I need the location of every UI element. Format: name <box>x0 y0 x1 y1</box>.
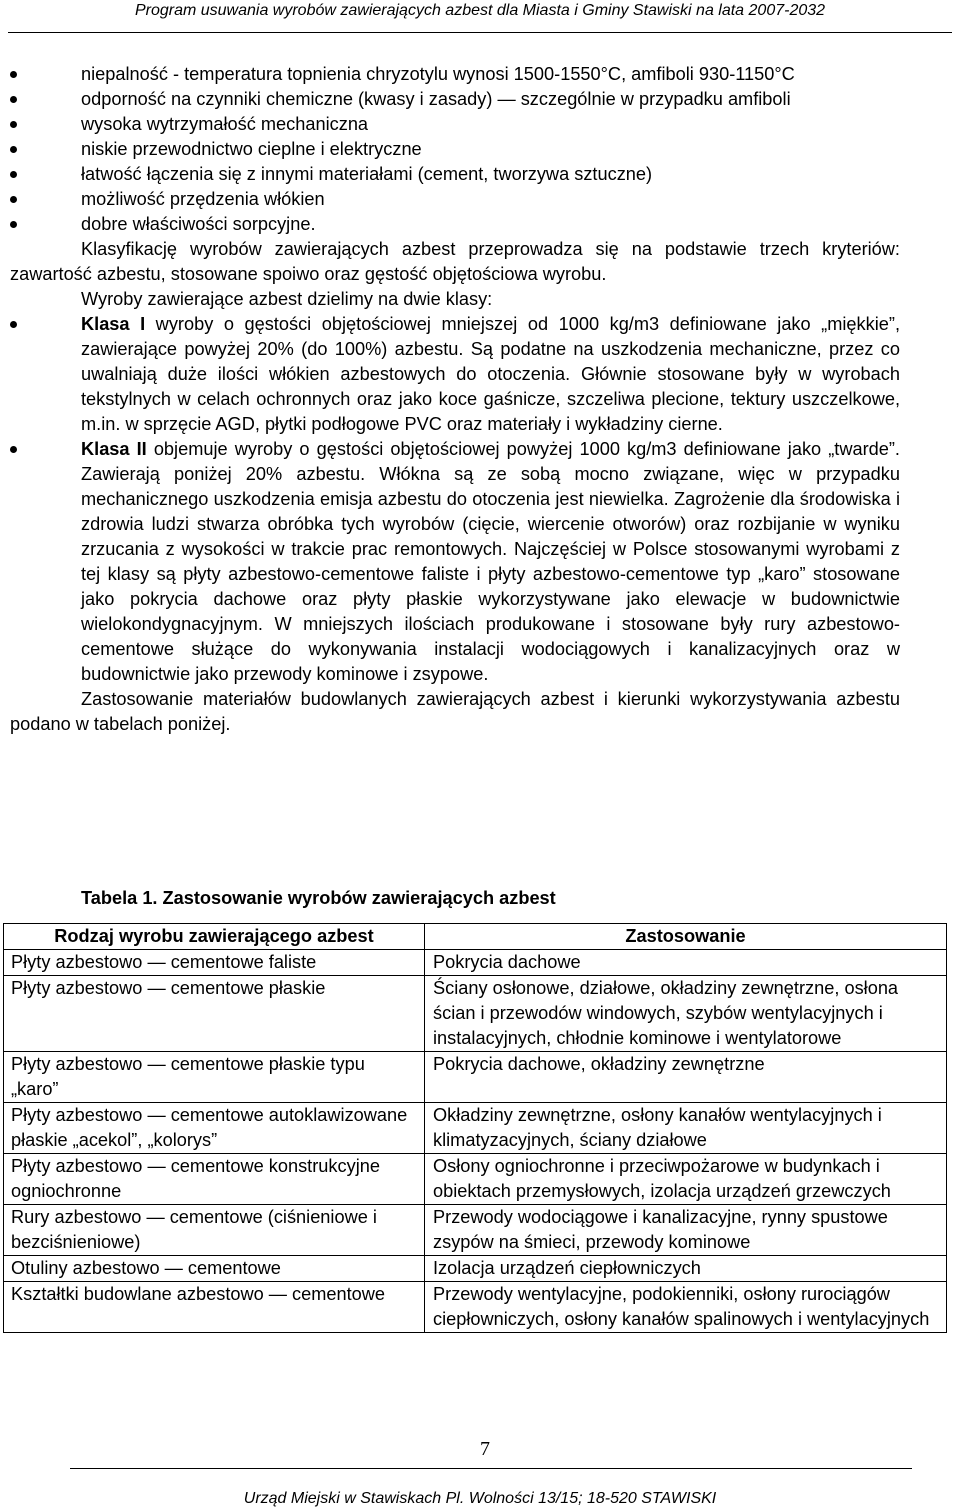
classes-intro: Wyroby zawierające azbest dzielimy na dwie klasy: <box>81 289 493 309</box>
table-cell: Płyty azbestowo — cementowe płaskie typu „karo” <box>4 1052 425 1103</box>
list-item: dobre właściwości sorpcyjne. <box>10 212 900 237</box>
document-body <box>10 62 900 737</box>
footer-text: Urząd Miejski w Stawiskach Pl. Wolności 13/15; 18-520 STAWISKI <box>243 1490 717 1507</box>
header-title: Program usuwania wyrobów zawierających azbest dla Miasta i Gminy Stawiski na lata 2007-2032 <box>134 2 826 19</box>
table-row <box>4 1103 947 1154</box>
footer-divider <box>70 1468 912 1469</box>
table-caption: Tabela 1. Zastosowanie wyrobów zawierających azbest <box>81 888 556 908</box>
table-cell: Pokrycia dachowe <box>425 950 947 976</box>
properties-list <box>10 62 900 237</box>
class-name: Klasa I <box>81 314 146 334</box>
list-item: niskie przewodnictwo cieplne i elektryczne <box>10 137 900 162</box>
class-item <box>10 437 900 687</box>
table-cell: Płyty azbestowo — cementowe konstrukcyjne ogniochronne <box>4 1154 425 1205</box>
table-row <box>4 976 947 1052</box>
table-cell: Izolacja urządzeń ciepłowniczych <box>425 1256 947 1282</box>
table-cell: Okładziny zewnętrzne, osłony kanałów wentylacyjnych i klimatyzacyjnych, ściany działowe <box>425 1103 947 1154</box>
table-row <box>4 1205 947 1256</box>
table-cell: Rury azbestowo — cementowe (ciśnieniowe i bezciśnieniowe) <box>4 1205 425 1256</box>
class-item <box>10 312 900 437</box>
classes-list <box>10 312 900 687</box>
class-name: Klasa II <box>81 439 147 459</box>
classification-paragraph: Klasyfikację wyrobów zawierających azbest przeprowadza się na podstawie trzech kryteriów: zawartość azbestu, stosowane spoiwo oraz gęstość objętościowa wyrobu. <box>10 239 900 284</box>
table-row <box>4 950 947 976</box>
usage-paragraph: Zastosowanie materiałów budowlanych zawierających azbest i kierunki wykorzystywania azbestu podano w tabelach poniżej. <box>10 689 900 734</box>
table-cell: Płyty azbestowo — cementowe płaskie <box>4 976 425 1052</box>
page-number: 7 <box>480 1438 490 1460</box>
table-cell: Płyty azbestowo — cementowe autoklawizowane płaskie „acekol”, „kolorys” <box>4 1103 425 1154</box>
table-row <box>4 1052 947 1103</box>
table-cell: Ściany osłonowe, działowe, okładziny zewnętrzne, osłona ścian i przewodów windowych, szybów wentylacyjnych i instalacyjnych, chłodnie kominowe i wentylatorowe <box>425 976 947 1052</box>
table-cell: Płyty azbestowo — cementowe faliste <box>4 950 425 976</box>
table-cell: Otuliny azbestowo — cementowe <box>4 1256 425 1282</box>
asbestos-products-table <box>3 923 947 1333</box>
table-cell: Przewody wentylacyjne, podokienniki, osłony rurociągów ciepłowniczych, osłony kanałów spalinowych i wentylacyjnych <box>425 1282 947 1333</box>
class-description: wyroby o gęstości objętościowej mniejszej od 1000 kg/m3 definiowane jako „miękkie”, zawierające powyżej 20% (do 100%) azbestu. Są podatne na uszkodzenia mechaniczne, przez co uwalniają duże ilości włókien azbestowych do otoczenia. Głównie stosowane były w wyrobach tekstylnych w celach ochronnych oraz jako koce gaśnicze, szczeliwa plecione, tektury uszczelkowe, m.in. w sprzęcie AGD, płytki podłogowe PVC oraz materiały i wykładziny cierne. <box>81 314 901 434</box>
table-cell: Osłony ogniochronne i przeciwpożarowe w budynkach i obiektach przemysłowych, izolacja urządzeń grzewczych <box>425 1154 947 1205</box>
column-header: Zastosowanie <box>425 924 947 950</box>
table-row <box>4 1282 947 1333</box>
list-item: wysoka wytrzymałość mechaniczna <box>10 112 900 137</box>
list-item: łatwość łączenia się z innymi materiałami (cement, tworzywa sztuczne) <box>10 162 900 187</box>
table-row <box>4 1154 947 1205</box>
column-header: Rodzaj wyrobu zawierającego azbest <box>4 924 425 950</box>
header-divider <box>8 32 952 33</box>
list-item: możliwość przędzenia włókien <box>10 187 900 212</box>
list-item: odporność na czynniki chemiczne (kwasy i zasady) — szczególnie w przypadku amfiboli <box>10 87 900 112</box>
list-item: niepalność - temperatura topnienia chryzotylu wynosi 1500-1550°C, amfiboli 930-1150°C <box>10 62 900 87</box>
table-row <box>4 1256 947 1282</box>
table-cell: Przewody wodociągowe i kanalizacyjne, rynny spustowe zsypów na śmieci, przewody kominowe <box>425 1205 947 1256</box>
class-description: objemuje wyroby o gęstości objętościowej powyżej 1000 kg/m3 definiowane jako „twarde”. Zawierają poniżej 20% azbestu. Włókna są ze sobą mocno związane, więc w przypadku mechanicznego uszkodzenia emisja azbestu do otoczenia jest niewielka. Zagrożenie dla środowiska i zdrowia ludzi stwarza obróbka tych wyrobów (cięcie, wiercenie otworów) oraz rozbijanie w wyniku zrzucania z wysokości w trakcie prac remontowych. Najczęściej w Polsce stosowanymi wyrobami z tej klasy są płyty azbestowo-cementowe faliste i płyty azbestowo-cementowe typ „karo” stosowane jako pokrycia dachowe oraz płyty płaskie wykorzystywane jako elewacje w budownictwie wielokondygnacyjnym. W mniejszych ilościach produkowane i stosowane były rury azbestowo-cementowe służące do wykonywania instalacji wodociągowych i kanalizacyjnych oraz w budownictwie jako przewody kominowe i zsypowe. <box>81 439 900 684</box>
table-header-row <box>4 924 947 950</box>
page-header <box>0 0 960 34</box>
table-cell: Pokrycia dachowe, okładziny zewnętrzne <box>425 1052 947 1103</box>
table-cell: Kształtki budowlane azbestowo — cementowe <box>4 1282 425 1333</box>
page-footer <box>0 1489 960 1509</box>
